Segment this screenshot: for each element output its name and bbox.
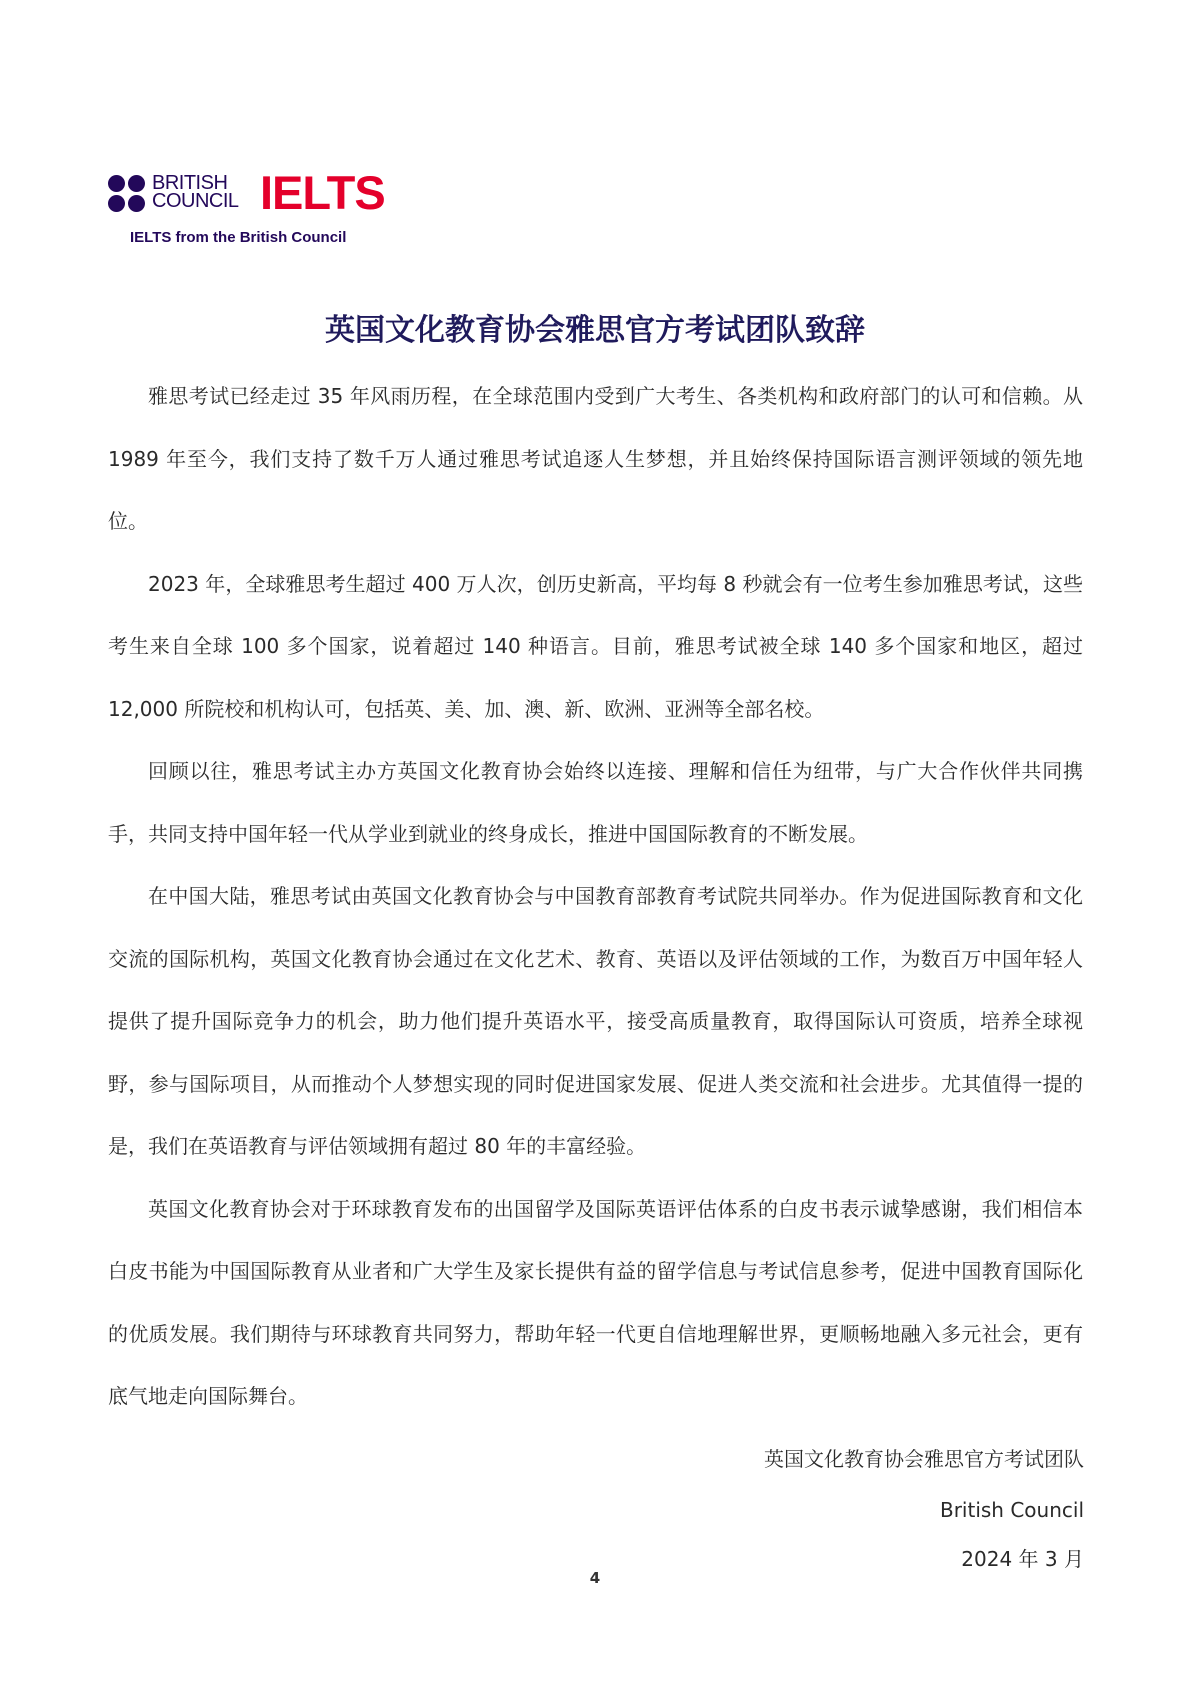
- british-council-ielts-logo: [108, 166, 408, 252]
- british-council-dots-icon: [108, 175, 146, 213]
- signature-team: 英国文化教育协会雅思官方考试团队: [764, 1447, 1084, 1471]
- logo-tagline: IELTS from the British Council: [130, 229, 347, 246]
- signature-org: British Council: [939, 1498, 1084, 1522]
- signature-date: 2024 年 3 月: [961, 1547, 1084, 1571]
- logo-council-text: COUNCIL: [152, 190, 239, 212]
- paragraph-4: 在中国大陆，雅思考试由英国文化教育协会与中国教育部教育考试院共同举办。作为促进国际教育和文化交流的国际机构，英国文化教育协会通过在文化艺术、教育、英语以及评估领域的工作，为数百万中国年轻人提供了提升国际竞争力的机会，助力他们提升英语水平，接受高质量教育，取得国际认可资质，培养全球视野，参与国际项目，从而推动个人梦想实现的同时促进国家发展、促进人类交流和社会进步。尤其值得一提的是，我们在英语教育与评估领域拥有超过 80 年的丰富经验。: [108, 884, 1083, 1158]
- page-title: 英国文化教育协会雅思官方考试团队致辞: [325, 313, 865, 348]
- paragraph-3: 回顾以往，雅思考试主办方英国文化教育协会始终以连接、理解和信任为纽带，与广大合作伙伴共同携手，共同支持中国年轻一代从学业到就业的终身成长，推进中国国际教育的不断发展。: [108, 759, 1083, 846]
- letter-body: [108, 365, 1083, 1428]
- paragraph-2: 2023 年，全球雅思考生超过 400 万人次，创历史新高，平均每 8 秒就会有一位考生参加雅思考试，这些考生来自全球 100 多个国家，说着超过 140 种语言。目前，雅思考试被全球 140 多个国家和地区，超过 12,000 所院校和机构认可，包括英、美、加、澳、新、欧洲、亚洲等全部名校。: [108, 571, 1083, 721]
- ielts-wordmark: IELTS: [260, 166, 385, 219]
- page-number: 4: [589, 1569, 601, 1587]
- paragraph-1: 雅思考试已经走过 35 年风雨历程，在全球范围内受到广大考生、各类机构和政府部门的认可和信赖。从 1989 年至今，我们支持了数千万人通过雅思考试追逐人生梦想，并且始终保持国际语言测评领域的领先地位。: [108, 384, 1083, 533]
- paragraph-5: 英国文化教育协会对于环球教育发布的出国留学及国际英语评估体系的白皮书表示诚挚感谢，我们相信本白皮书能为中国国际教育从业者和广大学生及家长提供有益的留学信息与考试信息参考，促进中国教育国际化的优质发展。我们期待与环球教育共同努力，帮助年轻一代更自信地理解世界，更顺畅地融入多元社会，更有底气地走向国际舞台。: [108, 1196, 1083, 1408]
- logo-british-text: BRITISH: [152, 172, 228, 194]
